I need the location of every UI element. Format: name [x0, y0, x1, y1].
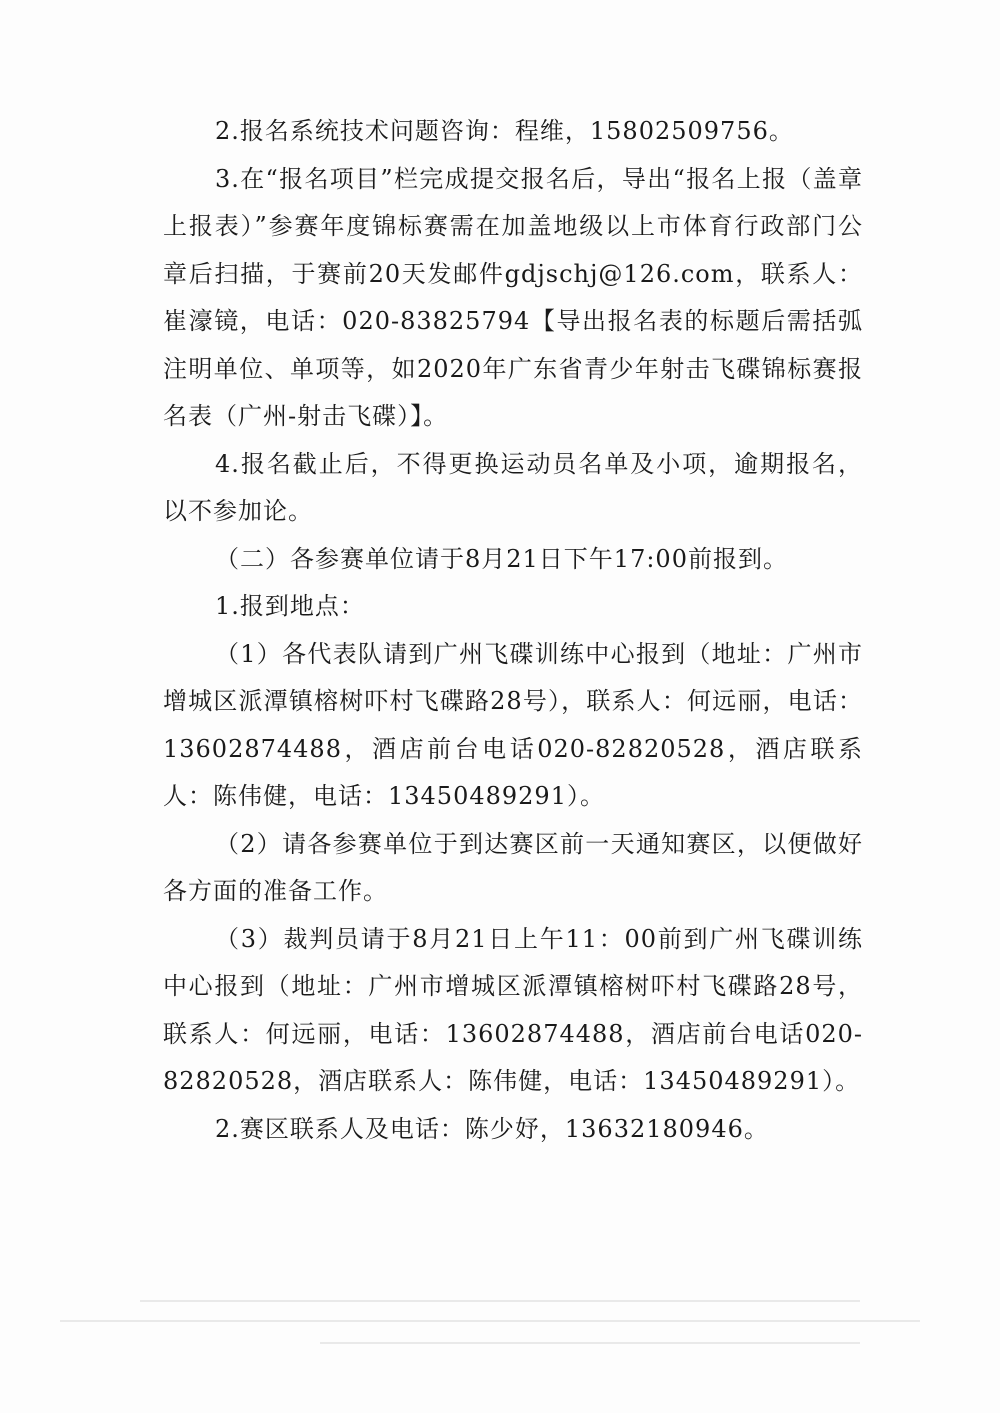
- paragraph-referee-check-in: （3）裁判员请于8月21日上午11：00前到广州飞碟训练中心报到（地址：广州市增城区派潭镇榕树吓村飞碟路28号，联系人：何远丽，电话：13602874488，酒店前台电话020-82820528，酒店联系人：陈伟健，电话：13450489291）。: [163, 924, 863, 1095]
- paragraph-advance-notice: （2）请各参赛单位于到达赛区前一天通知赛区，以便做好各方面的准备工作。: [163, 829, 863, 905]
- paragraph-team-check-in: （1）各代表队请到广州飞碟训练中心报到（地址：广州市增城区派潭镇榕树吓村飞碟路28号），联系人：何远丽，电话：13602874488，酒店前台电话020-82820528，酒店联系人：陈伟健，电话：13450489291）。: [163, 639, 863, 810]
- paragraph-tech-support: 2.报名系统技术问题咨询：程维，15802509756。: [215, 117, 794, 145]
- scan-artifact: [60, 1290, 940, 1360]
- document-body: [163, 108, 863, 1153]
- paragraph-venue-contact: 2.赛区联系人及电话：陈少妤，13632180946。: [215, 1114, 769, 1143]
- paragraph-submission-instructions: 3.在“报名项目”栏完成提交报名后，导出“报名上报（盖章上报表）”参赛年度锦标赛需在加盖地级以上市体育行政部门公章后扫描，于赛前20天发邮件gdjschj@126.com，联系人：崔濠镜，电话：020-83825794【导出报名表的标题后需括弧注明单位、单项等，如2020年广东省青少年射击飞碟锦标赛报名表（广州-射击飞碟）】。: [163, 164, 863, 430]
- paragraph-check-in-time: （二）各参赛单位请于8月21日下午17:00前报到。: [215, 544, 788, 573]
- paragraph-check-in-location-heading: 1.报到地点：: [215, 592, 365, 620]
- paragraph-deadline-rule: 4.报名截止后，不得更换运动员名单及小项，逾期报名，以不参加论。: [163, 449, 863, 525]
